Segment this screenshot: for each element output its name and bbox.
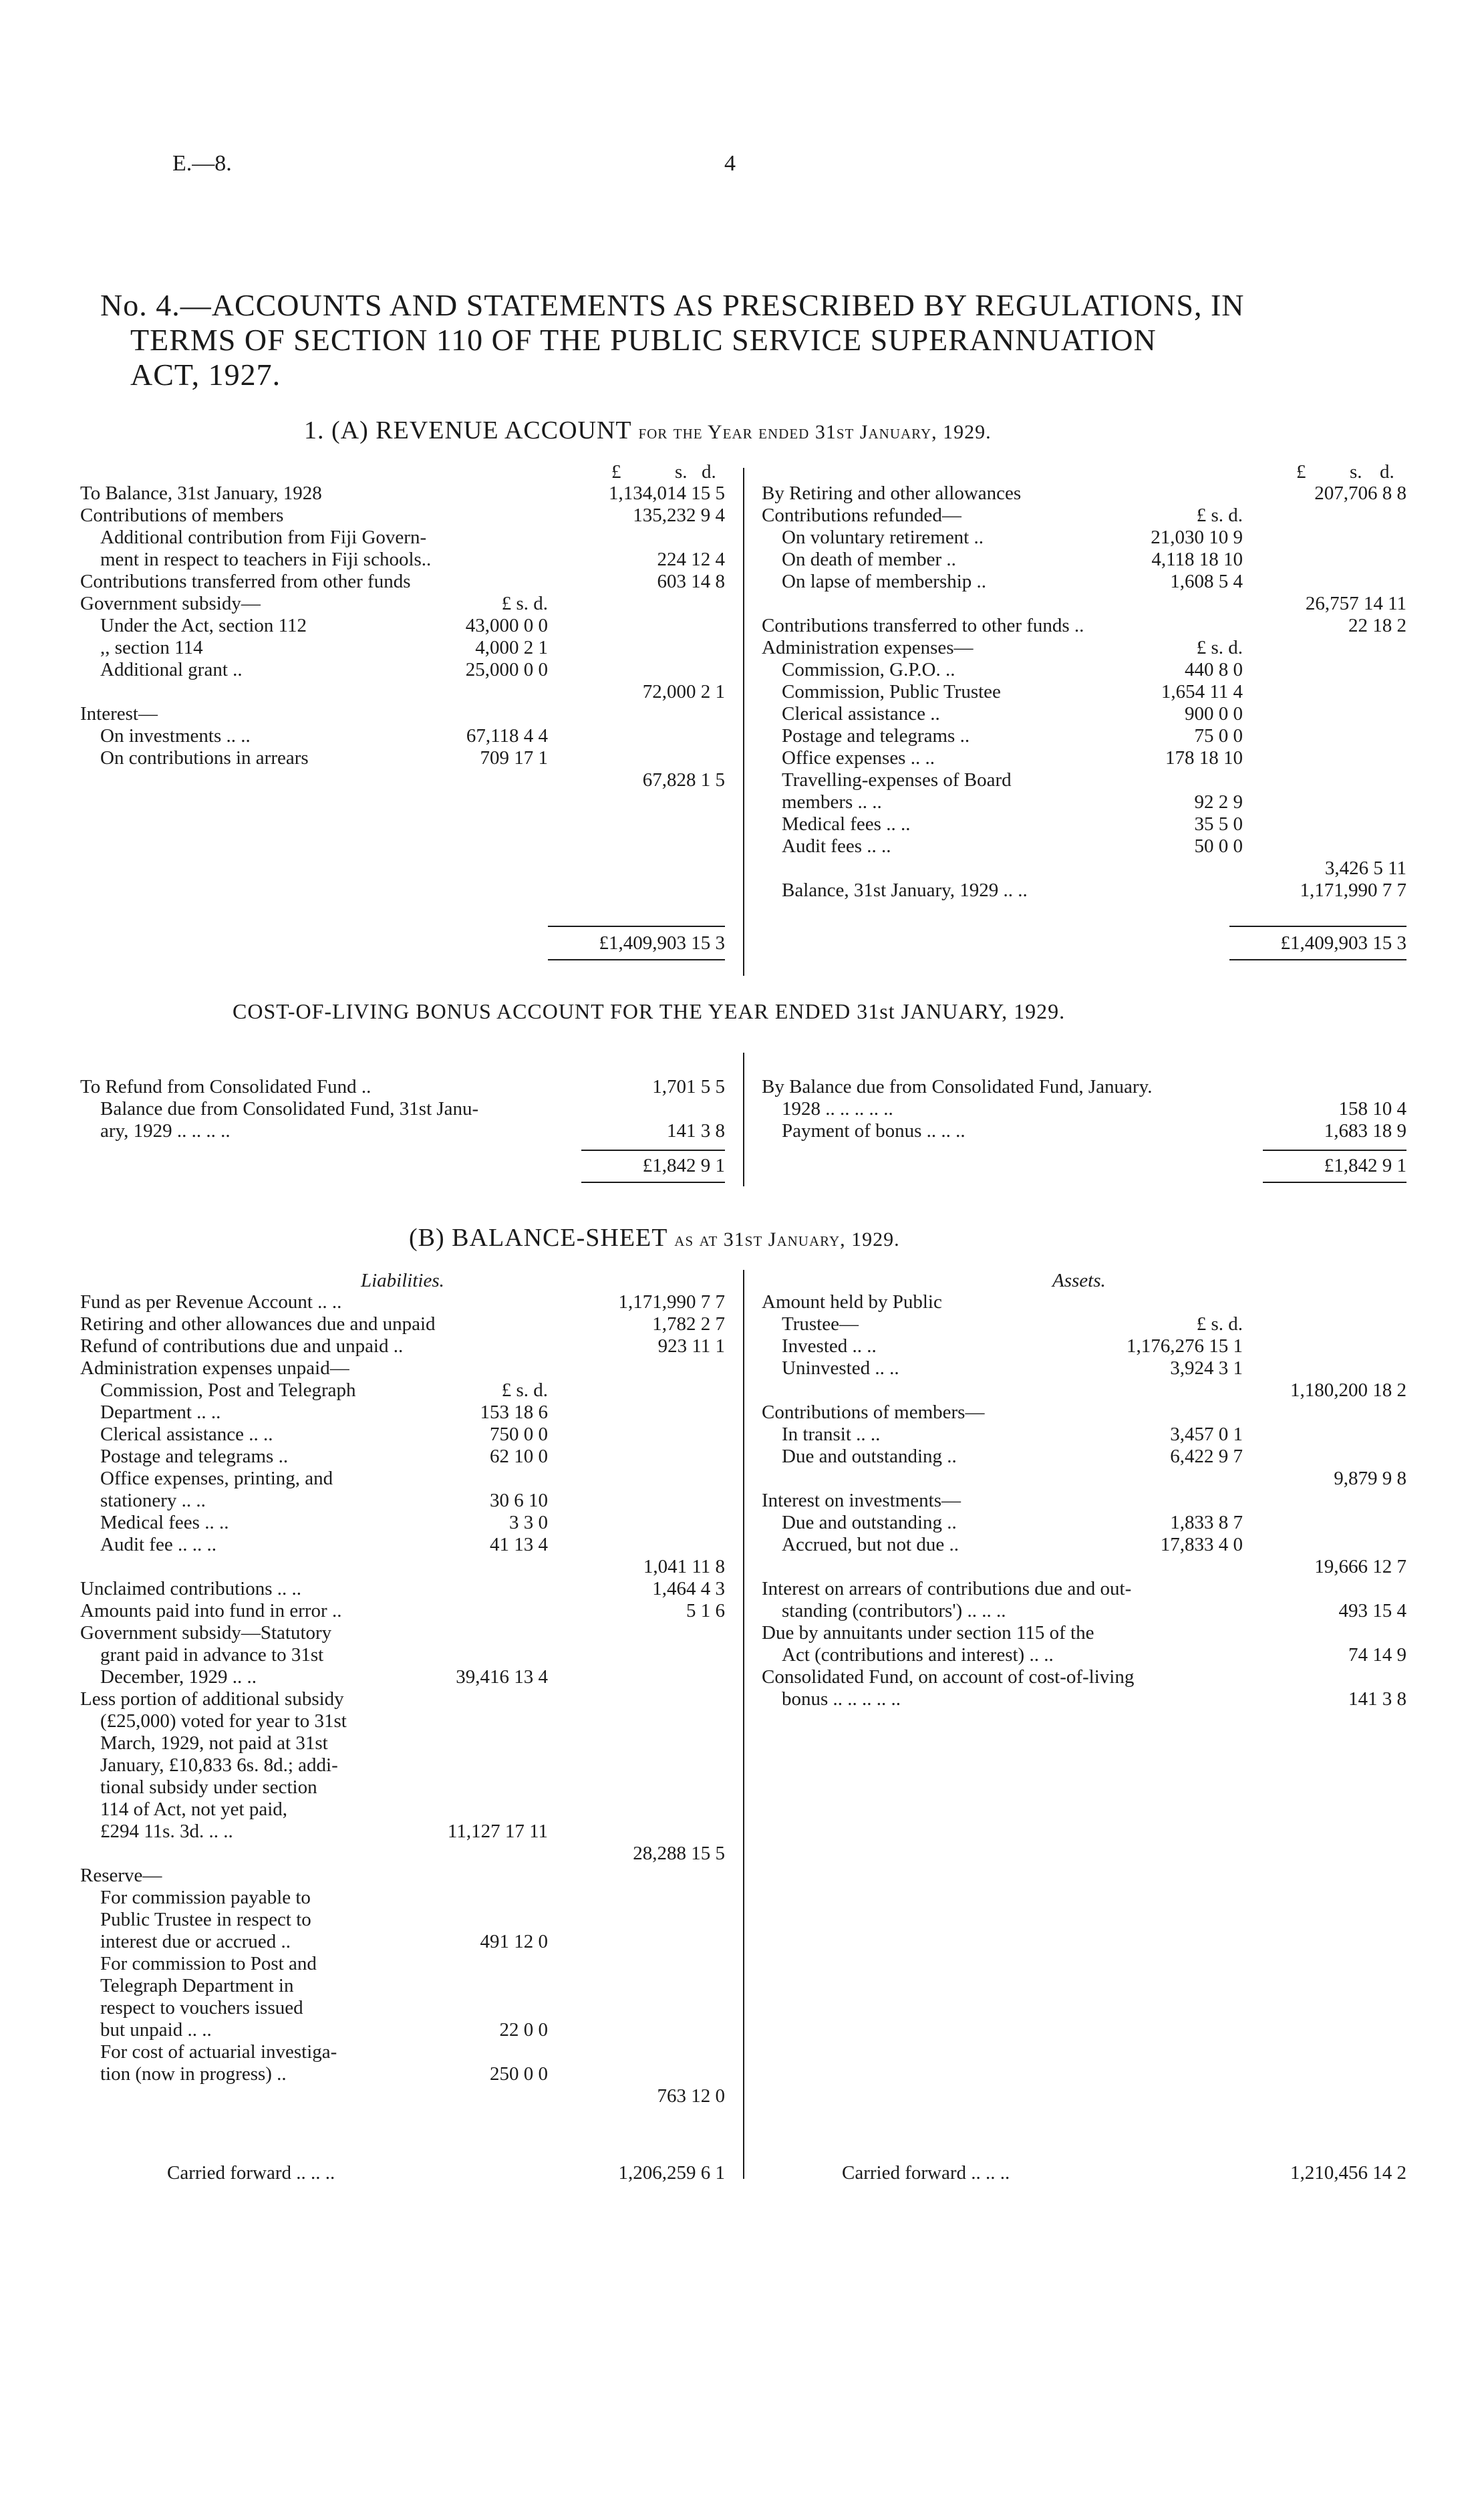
bonus-right-label: 1928 .. .. .. .. .. (782, 1098, 893, 1120)
liability-subamount: 30 6 10 (490, 1490, 548, 1511)
revenue-right-amount: 1,171,990 7 7 (1300, 880, 1406, 901)
bonus-right-amount: 1,683 18 9 (1324, 1120, 1406, 1142)
currency-head-pound: £ (611, 461, 621, 483)
revenue-left-label: Additional contribution from Fiji Govern- (100, 527, 427, 548)
bonus-right-total-rule (1263, 1150, 1406, 1151)
liability-label: grant paid in advance to 31st (100, 1644, 324, 1666)
revenue-right-subamount: 75 0 0 (1194, 725, 1243, 747)
liability-label: but unpaid .. .. (100, 2019, 212, 2041)
revenue-account-heading (304, 416, 992, 445)
revenue-right-subamount: 4,118 18 10 (1151, 549, 1243, 570)
assets-carried-forward-label: Carried forward .. .. .. (842, 2162, 1010, 2184)
liabilities-carried-forward-label: Carried forward .. .. .. (167, 2162, 335, 2184)
revenue-heading-main: 1. (A) REVENUE ACCOUNT (304, 416, 631, 444)
liability-label: tion (now in progress) .. (100, 2063, 287, 2085)
revenue-right-label: Travelling-expenses of Board (782, 769, 1012, 791)
revenue-right-subamount: 50 0 0 (1194, 835, 1243, 857)
liability-subamount: 750 0 0 (490, 1424, 548, 1445)
revenue-left-amount: 72,000 2 1 (642, 681, 725, 702)
asset-label: Accrued, but not due .. (782, 1534, 959, 1555)
page-reference: E.—8. (172, 151, 232, 176)
revenue-left-total-rule (548, 926, 725, 927)
currency-head-pound: £ (1296, 461, 1306, 483)
revenue-left-amount: 224 12 4 (657, 549, 725, 570)
liability-amount: 1,464 4 3 (652, 1578, 725, 1599)
asset-subamount: £ s. d. (1196, 1313, 1243, 1335)
liability-subamount: 11,127 17 11 (447, 1821, 548, 1842)
asset-label: Due by annuitants under section 115 of the (762, 1622, 1094, 1644)
liabilities-title: Liabilities. (361, 1270, 444, 1291)
asset-label: Due and outstanding .. (782, 1512, 957, 1533)
bonus-left-label: ary, 1929 .. .. .. .. (100, 1120, 231, 1142)
revenue-left-subamount: 67,118 4 4 (466, 725, 548, 747)
revenue-left-amount: 1,134,014 15 5 (609, 483, 725, 504)
bonus-right-double-rule (1263, 1182, 1406, 1183)
revenue-left-label: Government subsidy— (80, 593, 261, 614)
revenue-left-amount: 135,232 9 4 (633, 505, 725, 526)
bonus-left-label: To Refund from Consolidated Fund .. (80, 1076, 372, 1097)
asset-amount: 9,879 9 8 (1334, 1468, 1406, 1489)
asset-subamount: 6,422 9 7 (1170, 1446, 1243, 1467)
revenue-right-label: Contributions transferred to other funds .. (762, 615, 1084, 636)
bonus-right-total: £1,842 9 1 (1324, 1155, 1406, 1176)
revenue-left-label: ment in respect to teachers in Fiji schools.. (100, 549, 432, 570)
liability-label: Administration expenses unpaid— (80, 1357, 349, 1379)
asset-label: Interest on investments— (762, 1490, 961, 1511)
revenue-right-subamount: 35 5 0 (1194, 813, 1243, 835)
liability-label: Less portion of additional subsidy (80, 1688, 344, 1710)
bonus-right-label: By Balance due from Consolidated Fund, January. (762, 1076, 1153, 1097)
revenue-left-total: £1,409,903 15 3 (599, 932, 725, 954)
revenue-right-subamount: 178 18 10 (1165, 747, 1243, 769)
bonus-left-label: Balance due from Consolidated Fund, 31st Janu- (100, 1098, 479, 1120)
liability-amount: 28,288 15 5 (633, 1843, 725, 1864)
asset-amount: 1,180,200 18 2 (1290, 1380, 1406, 1401)
revenue-right-label: Postage and telegrams .. (782, 725, 970, 747)
revenue-right-label: Balance, 31st January, 1929 .. .. (782, 880, 1028, 901)
liability-label: Office expenses, printing, and (100, 1468, 333, 1489)
revenue-right-label: Commission, Public Trustee (782, 681, 1001, 702)
liability-label: Fund as per Revenue Account .. .. (80, 1291, 342, 1313)
revenue-left-label: On contributions in arrears (100, 747, 309, 769)
liability-label: For cost of actuarial investiga- (100, 2041, 337, 2063)
revenue-right-label: On voluntary retirement .. (782, 527, 984, 548)
liability-label: Government subsidy—Statutory (80, 1622, 332, 1644)
liability-subamount: 3 3 0 (509, 1512, 548, 1533)
asset-label: In transit .. .. (782, 1424, 881, 1445)
bonus-right-label: Payment of bonus .. .. .. (782, 1120, 966, 1142)
revenue-right-total-rule (1229, 926, 1406, 927)
liability-subamount: 250 0 0 (490, 2063, 548, 2085)
document-title-line-3: ACT, 1927. (130, 358, 281, 392)
liability-label: Commission, Post and Telegraph (100, 1380, 356, 1401)
asset-label: Interest on arrears of contributions due and out- (762, 1578, 1132, 1599)
asset-amount: 74 14 9 (1348, 1644, 1406, 1666)
currency-head-pence: d. (1380, 461, 1394, 483)
revenue-left-label: Interest— (80, 703, 158, 725)
liability-label: Department .. .. (100, 1402, 221, 1423)
revenue-right-label: members .. .. (782, 791, 882, 813)
revenue-left-label: To Balance, 31st January, 1928 (80, 483, 322, 504)
currency-head-pence: d. (702, 461, 716, 483)
bonus-left-total: £1,842 9 1 (642, 1155, 725, 1176)
liability-subamount: 491 12 0 (480, 1931, 548, 1952)
asset-subamount: 3,457 0 1 (1170, 1424, 1243, 1445)
revenue-right-label: Clerical assistance .. (782, 703, 940, 725)
revenue-right-label: By Retiring and other allowances (762, 483, 1022, 504)
liability-subamount: 62 10 0 (490, 1446, 548, 1467)
revenue-left-label: On investments .. .. (100, 725, 251, 747)
revenue-right-total: £1,409,903 15 3 (1280, 932, 1406, 954)
liability-amount: 1,041 11 8 (643, 1556, 725, 1577)
liability-label: respect to vouchers issued (100, 1997, 303, 2018)
asset-amount: 141 3 8 (1348, 1688, 1406, 1710)
bonus-divider (743, 1053, 744, 1186)
bonus-left-double-rule (581, 1182, 725, 1183)
liability-label: Retiring and other allowances due and unpaid (80, 1313, 436, 1335)
liability-subamount: 153 18 6 (480, 1402, 548, 1423)
liability-label: For commission to Post and (100, 1953, 317, 1974)
revenue-right-subamount: 1,654 11 4 (1161, 681, 1243, 702)
bonus-account-heading: COST-OF-LIVING BONUS ACCOUNT FOR THE YEAR ENDED 31st JANUARY, 1929. (233, 999, 1066, 1023)
liability-amount: 763 12 0 (657, 2085, 725, 2107)
document-title-line-2: TERMS OF SECTION 110 OF THE PUBLIC SERVICE SUPERANNUATION (130, 323, 1157, 357)
revenue-right-label: Contributions refunded— (762, 505, 961, 526)
currency-head-shilling: s. (675, 461, 688, 483)
liability-label: January, £10,833 6s. 8d.; addi- (100, 1754, 338, 1776)
liability-subamount: 22 0 0 (499, 2019, 548, 2041)
revenue-left-double-rule (548, 959, 725, 960)
revenue-right-label: Office expenses .. .. (782, 747, 935, 769)
revenue-right-subamount: £ s. d. (1196, 505, 1243, 526)
revenue-right-subamount: 21,030 10 9 (1151, 527, 1243, 548)
assets-title: Assets. (1052, 1270, 1106, 1291)
liability-label: interest due or accrued .. (100, 1931, 291, 1952)
liability-subamount: 41 13 4 (490, 1534, 548, 1555)
revenue-right-amount: 207,706 8 8 (1314, 483, 1406, 504)
revenue-right-amount: 3,426 5 11 (1324, 858, 1406, 879)
liability-amount: 5 1 6 (686, 1600, 725, 1621)
liabilities-carried-forward-amount: 1,206,259 6 1 (618, 2162, 725, 2184)
liability-label: March, 1929, not paid at 31st (100, 1732, 328, 1754)
asset-subamount: 17,833 4 0 (1160, 1534, 1243, 1555)
liability-label: tional subsidy under section (100, 1777, 317, 1798)
liability-amount: 923 11 1 (657, 1335, 725, 1357)
liability-subamount: 39,416 13 4 (456, 1666, 548, 1688)
liability-label: For commission payable to (100, 1887, 311, 1908)
liability-label: Postage and telegrams .. (100, 1446, 289, 1467)
revenue-left-subamount: 709 17 1 (480, 747, 548, 769)
asset-label: Invested .. .. (782, 1335, 877, 1357)
liability-amount: 1,171,990 7 7 (618, 1291, 725, 1313)
revenue-right-label: On lapse of membership .. (782, 571, 987, 592)
balance-heading-main: (B) BALANCE-SHEET (409, 1224, 667, 1252)
asset-label: bonus .. .. .. .. .. (782, 1688, 901, 1710)
bonus-left-amount: 141 3 8 (667, 1120, 725, 1142)
revenue-left-label: Additional grant .. (100, 659, 243, 680)
liability-label: Clerical assistance .. .. (100, 1424, 273, 1445)
revenue-left-label: Contributions transferred from other funds (80, 571, 411, 592)
asset-label: Amount held by Public (762, 1291, 942, 1313)
revenue-left-label: Contributions of members (80, 505, 284, 526)
liability-label: Telegraph Department in (100, 1975, 294, 1996)
revenue-right-label: Medical fees .. .. (782, 813, 911, 835)
liability-amount: 1,782 2 7 (652, 1313, 725, 1335)
liability-label: Medical fees .. .. (100, 1512, 229, 1533)
revenue-left-label: Under the Act, section 112 (100, 615, 307, 636)
liability-label: Audit fee .. .. .. (100, 1534, 216, 1555)
asset-label: Consolidated Fund, on account of cost-of-living (762, 1666, 1135, 1688)
asset-amount: 19,666 12 7 (1314, 1556, 1406, 1577)
asset-label: Trustee— (782, 1313, 859, 1335)
liability-label: Amounts paid into fund in error .. (80, 1600, 342, 1621)
liability-label: 114 of Act, not yet paid, (100, 1799, 288, 1820)
balance-heading-date: as at 31st January, 1929. (674, 1228, 900, 1251)
revenue-left-amount: 603 14 8 (657, 571, 725, 592)
page-number: 4 (724, 151, 736, 176)
balance-sheet-heading (409, 1223, 900, 1253)
liability-label: £294 11s. 3d. .. .. (100, 1821, 233, 1842)
document-title-line-1: No. 4.—ACCOUNTS AND STATEMENTS AS PRESCRIBED BY REGULATIONS, IN (100, 288, 1245, 322)
revenue-right-label: Administration expenses— (762, 637, 974, 658)
asset-subamount: 3,924 3 1 (1170, 1357, 1243, 1379)
asset-label: Contributions of members— (762, 1402, 985, 1423)
bonus-right-amount: 158 10 4 (1338, 1098, 1406, 1120)
asset-subamount: 1,176,276 15 1 (1127, 1335, 1243, 1357)
asset-label: Act (contributions and interest) .. .. (782, 1644, 1054, 1666)
bonus-left-total-rule (581, 1150, 725, 1151)
revenue-right-amount: 22 18 2 (1348, 615, 1406, 636)
revenue-right-label: Commission, G.P.O. .. (782, 659, 955, 680)
bonus-left-amount: 1,701 5 5 (652, 1076, 725, 1097)
revenue-right-subamount: £ s. d. (1196, 637, 1243, 658)
revenue-left-subamount: 43,000 0 0 (465, 615, 548, 636)
liability-label: Reserve— (80, 1865, 162, 1886)
revenue-right-label: On death of member .. (782, 549, 956, 570)
revenue-divider (743, 468, 744, 976)
liability-label: (£25,000) voted for year to 31st (100, 1710, 347, 1732)
balance-divider (743, 1270, 744, 2179)
liability-label: December, 1929 .. .. (100, 1666, 257, 1688)
revenue-right-label: Audit fees .. .. (782, 835, 891, 857)
revenue-right-subamount: 1,608 5 4 (1170, 571, 1243, 592)
revenue-right-subamount: 92 2 9 (1194, 791, 1243, 813)
revenue-left-subamount: 4,000 2 1 (475, 637, 548, 658)
revenue-left-amount: 67,828 1 5 (642, 769, 725, 791)
currency-head-shilling: s. (1350, 461, 1362, 483)
liability-label: Unclaimed contributions .. .. (80, 1578, 302, 1599)
liability-subamount: £ s. d. (501, 1380, 548, 1401)
revenue-right-subamount: 900 0 0 (1185, 703, 1243, 725)
revenue-left-label: ,, section 114 (100, 637, 203, 658)
asset-amount: 493 15 4 (1338, 1600, 1406, 1621)
revenue-right-subamount: 440 8 0 (1185, 659, 1243, 680)
revenue-heading-period: for the Year ended 31st January, 1929. (638, 421, 992, 443)
revenue-right-amount: 26,757 14 11 (1305, 593, 1406, 614)
asset-subamount: 1,833 8 7 (1170, 1512, 1243, 1533)
asset-label: Due and outstanding .. (782, 1446, 957, 1467)
liability-label: stationery .. .. (100, 1490, 206, 1511)
revenue-right-double-rule (1229, 959, 1406, 960)
assets-carried-forward-amount: 1,210,456 14 2 (1290, 2162, 1406, 2184)
liability-label: Public Trustee in respect to (100, 1909, 311, 1930)
asset-label: standing (contributors') .. .. .. (782, 1600, 1006, 1621)
revenue-left-subamount: £ s. d. (501, 593, 548, 614)
revenue-left-subamount: 25,000 0 0 (465, 659, 548, 680)
asset-label: Uninvested .. .. (782, 1357, 899, 1379)
liability-label: Refund of contributions due and unpaid .. (80, 1335, 404, 1357)
